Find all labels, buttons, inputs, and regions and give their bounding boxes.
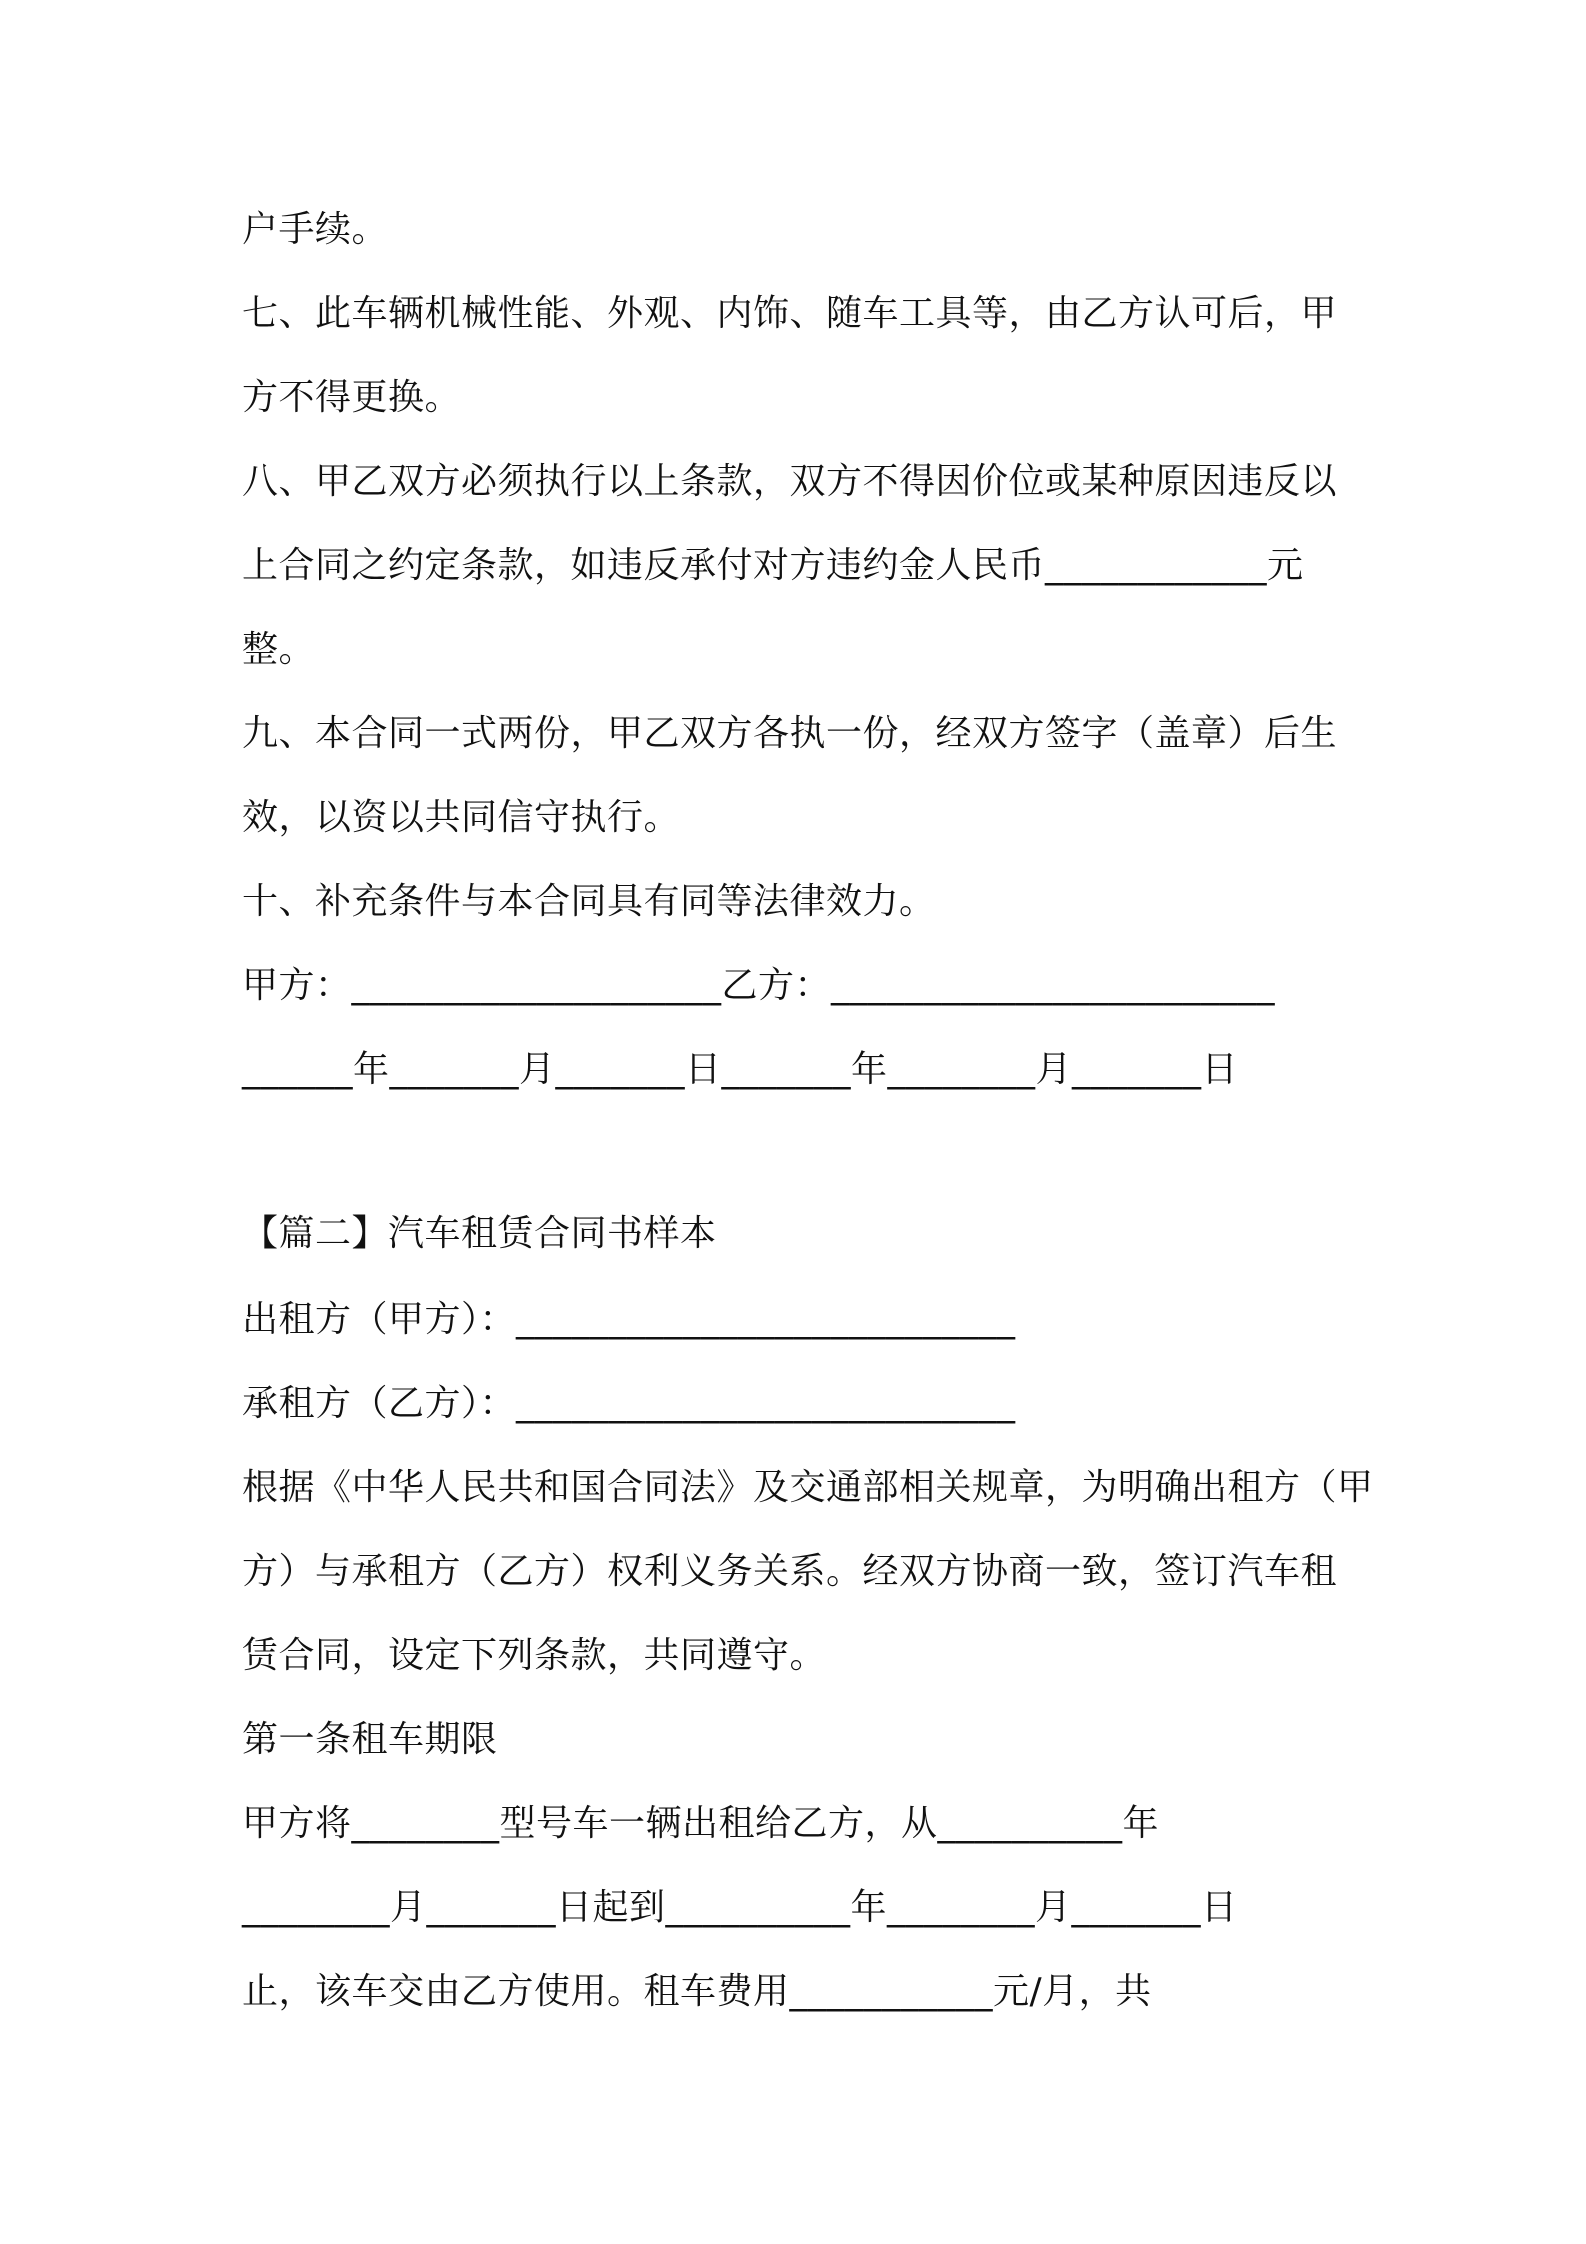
paragraph-line: 整。 [242,629,316,670]
article-heading: 第一条租车期限 [242,1719,498,1760]
rental-term-line: 甲方将________型号车一辆出租给乙方，从__________年 [242,1803,1160,1844]
preamble-line: 赁合同，设定下列条款，共同遵守。 [242,1635,827,1676]
clause-seven-line: 七、此车辆机械性能、外观、内饰、随车工具等，由乙方认可后，甲 [242,293,1338,334]
section-heading: 【篇二】汽车租赁合同书样本 [242,1213,717,1254]
paragraph-line: 方不得更换。 [242,377,462,418]
lessee-line: 承租方（乙方）：___________________________ [242,1383,1016,1424]
paragraph-line: 户手续。 [242,209,389,250]
date-line: ______年_______月_______日_______年________月_______日 [242,1049,1238,1090]
preamble-line: 根据《中华人民共和国合同法》及交通部相关规章，为明确出租方（甲 [242,1467,1374,1508]
rental-fee-line: 止，该车交由乙方使用。租车费用___________元/月，共 [242,1971,1152,2012]
clause-ten-line: 十、补充条件与本合同具有同等法律效力。 [242,881,936,922]
clause-nine-line: 九、本合同一式两份，甲乙双方各执一份，经双方签字（盖章）后生 [242,713,1338,754]
rental-date-line: ________月_______日起到__________年________月_______日 [242,1887,1238,1928]
signature-line: 甲方：____________________乙方：________________________ [242,965,1276,1006]
preamble-line: 方）与承租方（乙方）权利义务关系。经双方协商一致，签订汽车租 [242,1551,1338,1592]
paragraph-line: 效，以资以共同信守执行。 [242,797,681,838]
lessor-line: 出租方（甲方）：___________________________ [242,1299,1016,1340]
penalty-amount-line: 上合同之约定条款，如违反承付对方违约金人民币____________元 [242,545,1304,586]
clause-eight-line: 八、甲乙双方必须执行以上条款，双方不得因价位或某种原因违反以 [242,461,1338,502]
